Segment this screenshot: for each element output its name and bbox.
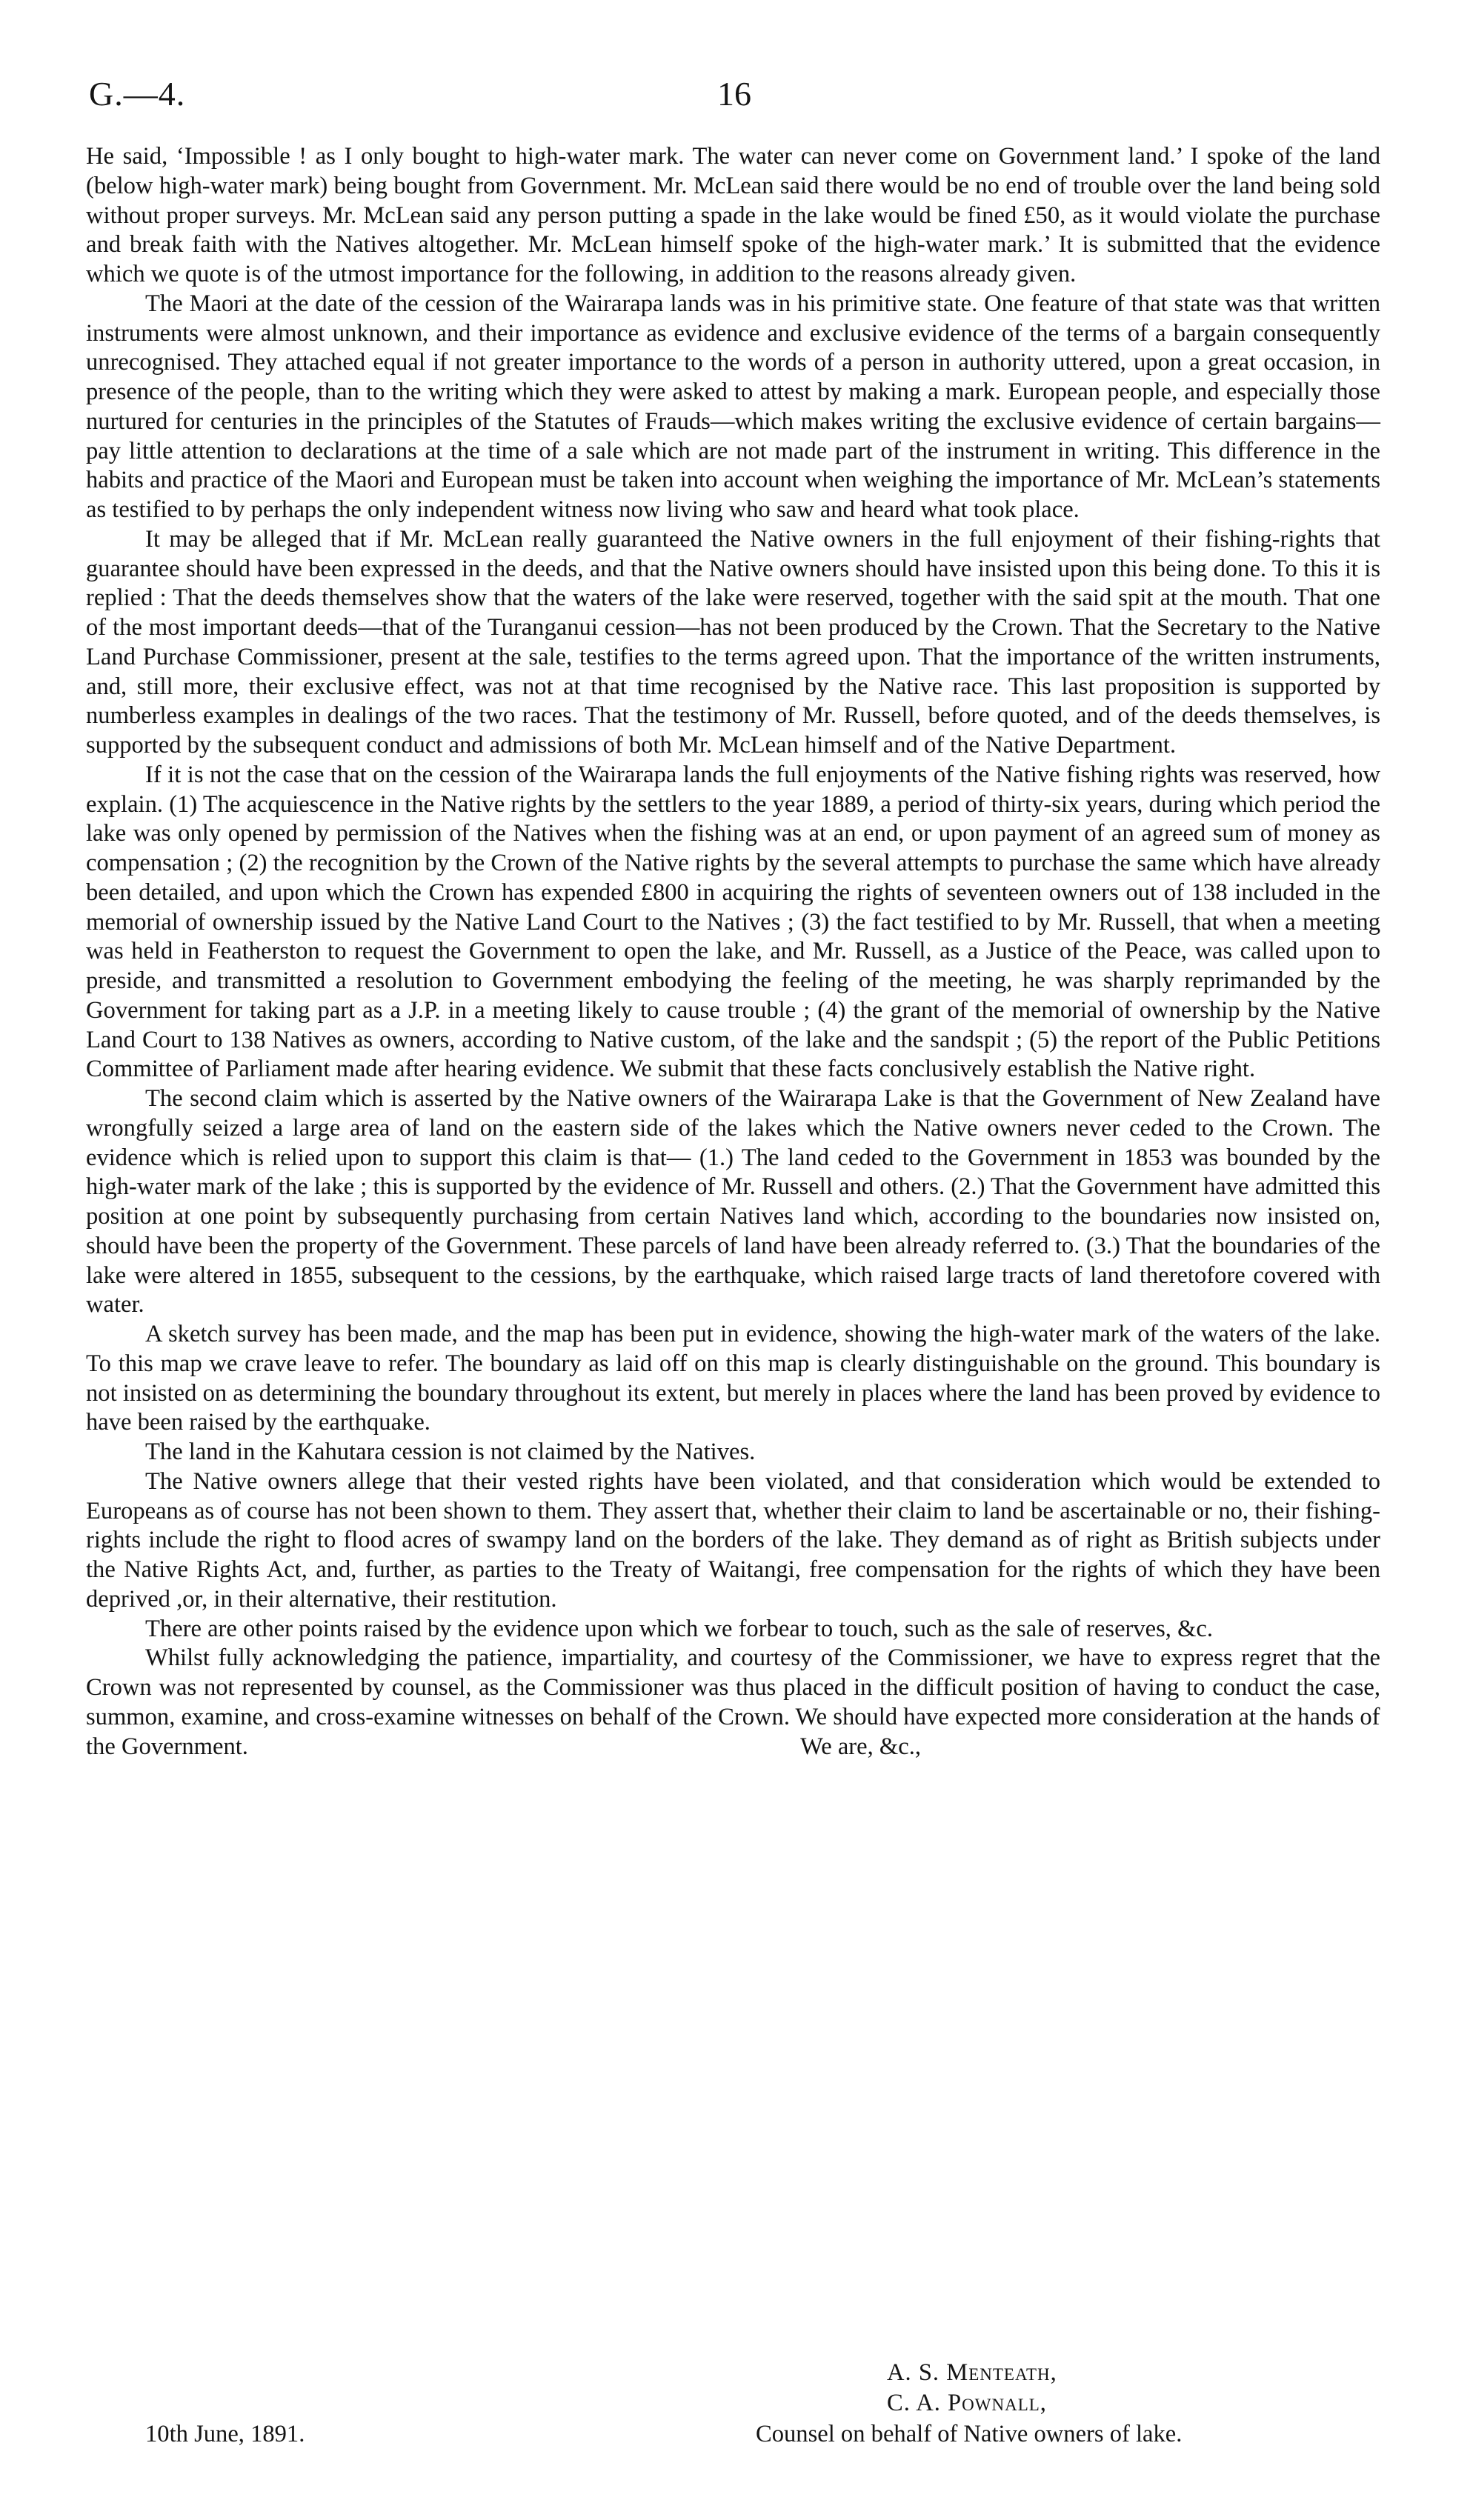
paragraph: The Native owners allege that their vested rights have been violated, and that consideration which would be extended to Europeans as of course has not been shown to them. They assert that, whether their claim to land be ascertainable or no, their fishing-rights include the right to flood acres of swampy land on the borders of the lake. They demand as of right as British subjects under the Native Rights Act, and, further, as parties to the Treaty of Waitangi, free compensation for the rights of which they have been deprived ,or, in their alternative, their restitution.: [86, 1467, 1380, 1613]
paragraph: The second claim which is asserted by the Native owners of the Wairarapa Lake is that the Government of New Zealand have wrongfully seized a large area of land on the eastern side of the lakes which the Native owners never ceded to the Crown. The evidence which is relied upon to support this claim is that— (1.) The land ceded to the Government in 1853 was bounded by the high-water mark of the lake ; this is supported by the evidence of Mr. Russell and others. (2.) That the Government have admitted this position at one point by subsequently purchasing from certain Natives land which, according to the boundaries now insisted on, should have been the property of the Government. These parcels of land have been already referred to. (3.) That the boundaries of the lake were altered in 1855, subsequent to the cessions, by the earthquake, which raised large tracts of land theretofore covered with water.: [86, 1085, 1380, 1319]
paragraph: He said, ‘Impossible ! as I only bought to high-water mark. The water can never come on Government land.’ I spoke of the land (below high-water mark) being bought from Government. Mr. McLean said there would be no end of trouble over the land being sold without proper surveys. Mr. McLean said any person putting a spade in the lake would be fined £50, as it would violate the purchase and break faith with the Natives altogether. Mr. McLean himself spoke of the high-water mark.’ It is submitted that the evidence which we quote is of the utmost importance for the following, in addition to the reasons already given.: [86, 143, 1380, 287]
closing-line: [86, 1733, 1380, 1762]
closing-last-line: the Government.: [86, 1733, 248, 1760]
paragraph: The land in the Kahutara cession is not claimed by the Natives.: [145, 1439, 756, 1465]
paragraph: If it is not the case that on the cession of the Wairarapa lands the full enjoyments of the Native fishing rights was reserved, how explain. (1) The acquiescence in the Native rights by the settlers to the year 1889, a period of thirty-six years, during which period the lake was only opened by permission of the Natives when the fishing was at an end, or upon payment of an agreed sum of money as compensation ; (2) the recognition by the Crown of the Native rights by the several attempts to purchase the same which have already been detailed, and upon which the Crown has expended £800 in acquiring the rights of seventeen owners out of 138 included in the memorial of ownership issued by the Native Land Court to the Natives ; (3) the fact testified to by Mr. Russell, that when a meeting was held in Featherston to request the Government to open the lake, and Mr. Russell, as a Justice of the Peace, was called upon to preside, and transmitted a resolution to Government embodying the feeling of the meeting, he was sharply reprimanded by the Government for taking part as a J.P. in a meeting likely to cause trouble ; (4) the grant of the memorial of ownership by the Native Land Court to 138 Natives as owners, according to Native custom, of the lake and the sandspit ; (5) the report of the Public Petitions Committee of Parliament made after hearing evidence. We submit that these facts conclusively establish the Native right.: [86, 761, 1380, 1083]
letter-date: 10th June, 1891.: [145, 2421, 305, 2447]
paragraph: The Maori at the date of the cession of the Wairarapa lands was in his primitive state. One feature of that state was that written instruments were almost unknown, and their importance as evidence and exclusive evidence of the terms of a bargain consequently unrecognised. They attached equal if not greater importance to the words of a person in authority uttered, upon a great occasion, in presence of the people, than to the writing which they were asked to attest by making a mark. European people, and especially those nurtured for centuries in the principles of the Statutes of Frauds—which makes writing the exclusive evidence of certain bargains—pay little attention to declarations at the time of a sale which are not made part of the instrument in writing. This difference in the habits and practice of the Maori and European must be taken into account when weighing the importance of Mr. McLean’s statements as testified to by perhaps the only independent witness now living who saw and heard what took place.: [86, 290, 1380, 523]
signatory-capacity: Counsel on behalf of Native owners of lake.: [756, 2421, 1183, 2447]
paragraph: A sketch survey has been made, and the map has been put in evidence, showing the high-water mark of the waters of the lake. To this map we crave leave to refer. The boundary as laid off on this map is clearly distinguishable on the ground. This boundary is not insisted on as determining the boundary throughout its extent, but merely in places where the land has been proved by evidence to have been raised by the earthquake.: [86, 1321, 1380, 1436]
body-text: [86, 142, 1380, 1761]
paragraph: There are other points raised by the evidence upon which we forbear to touch, such as the sale of reserves, &c.: [145, 1615, 1214, 1642]
signatory-name: A. S. Menteath,: [887, 2359, 1057, 2386]
document-reference: G.—4.: [89, 75, 186, 113]
salutation: We are, &c.,: [800, 1733, 921, 1760]
paragraph: Whilst fully acknowledging the patience, impartiality, and courtesy of the Commissioner, we have to express regret that the Crown was not represented by counsel, as the Commissioner was thus placed in the difficult position of having to conduct the case, summon, examine, and cross-examine witnesses on behalf of the Crown. We should have expected more consideration at the hands of: [86, 1644, 1380, 1730]
signatory-name: C. A. Pownall,: [887, 2390, 1047, 2416]
paragraph: It may be alleged that if Mr. McLean really guaranteed the Native owners in the full enjoyment of their fishing-rights that guarantee should have been expressed in the deeds, and that the Native owners should have insisted upon this being done. To this it is replied : That the deeds themselves show that the waters of the lake were reserved, together with the said spit at the mouth. That one of the most important deeds—that of the Turanganui cession—has not been produced by the Crown. That the Secretary to the Native Land Purchase Commissioner, present at the sale, testifies to the terms agreed upon. That the importance of the written instruments, and, still more, their exclusive effect, was not at that time recognised by the Native race. This last proposition is supported by numberless examples in dealings of the two races. That the testimony of Mr. Russell, before quoted, and of the deeds themselves, is supported by the subsequent conduct and admissions of both Mr. McLean himself and of the Native Department.: [86, 525, 1380, 759]
page-number: 16: [717, 75, 751, 113]
